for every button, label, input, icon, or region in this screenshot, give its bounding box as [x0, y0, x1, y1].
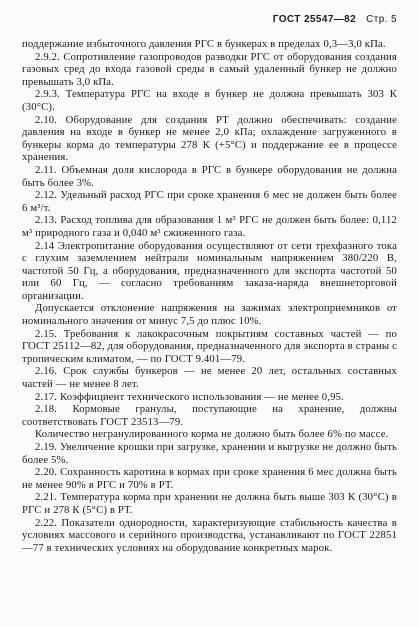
paragraph: 2.13. Расход топлива для образования 1 м³ РГС не должен быть более: 0,112 м³ природного газа и 0,040 м³ сжиженного газа. [22, 214, 397, 239]
paragraph: 2.22. Показатели однородности, характеризующие стабильность качества в условиях массового и серийного производства, устанавливают по ГОСТ 22851—77 в технических условиях на оборудование конкретных марок. [22, 516, 397, 554]
paragraph: 2.10. Оборудование для создания РТ должно обеспечивать: создание давления на входе в бункер не менее 2,0 кПа; охлаждение загруженного в бункеры корма до температуры 278 К (+5°С) и поддержание ее в процессе хранения. [22, 113, 397, 164]
paragraph: 2.15. Требования к лакокрасочным покрытиям составных частей — по ГОСТ 25112—82, для оборудования, предназначенного для экспорта в страны с тропическим климатом, — по ГОСТ 9.401—79. [22, 327, 397, 365]
paragraph: Допускается отклонение напряжения на зажимах электроприемников от номинального значения от минус 7,5 до плюс 10%. [22, 302, 397, 328]
paragraph: 2.21. Температура корма при хранении не должна быть выше 303 К (30°С) в РГС и 278 К (5°С) в РТ. [22, 491, 397, 516]
paragraph: Количество негранулированного корма не должно быть более 6% по массе. [35, 428, 389, 441]
paragraph: 2.11. Объемная доля кислорода в РГС в бункере оборудования не должна быть более 3%. [22, 163, 397, 189]
paragraph: 2.9.2. Сопротивление газопроводов разводки РГС от оборудования создания газовых сред до входа газовой среды в самый удаленный бункер не должно превышать 3,0 кПа. [22, 50, 397, 88]
paragraph: 2.9.3. Температура РГС на входе в бункер не должна превышать 303 К (30°С). [22, 88, 397, 113]
standard-number: ГОСТ 25547—82 [272, 14, 357, 25]
paragraph: 2.20. Сохранность каротина в кормах при сроке хранения 6 мес должна быть не менее 90% в РГС и 70% в РТ. [22, 466, 397, 491]
paragraph: поддержание избыточного давления РГС в бункерах в пределах 0,3—3,0 кПа. [22, 38, 386, 50]
paragraph: 2.19. Увеличение крошки при загрузке, хранении и выгрузке не должно быть более 5%. [22, 441, 397, 466]
paragraph: 2.17. Коэффициент технического использования — не менее 0,95. [35, 390, 344, 403]
page-number: Стр. 5 [366, 14, 397, 25]
document-body [22, 38, 397, 554]
paragraph: 2.18. Кормовые гранулы, поступающие на хранение, должны соответствовать ГОСТ 23513—79. [22, 403, 397, 428]
paragraph: 2.14 Электропитание оборудования осуществляют от сети трехфазного тока с глухим заземлением нейтрали номинальным напряжением 380/220 В, частотой 50 Гц, а оборудования, предназначенного для экспорта частотой 50 или 60 Гц, — согласно требованиям заказа-наряда внешнеторговой организации. [22, 239, 397, 302]
paragraph: 2.12. Удельный расход РГС при сроке хранения 6 мес не должен быть более 6 м³/т. [22, 189, 397, 214]
page-header [273, 14, 397, 25]
paragraph: 2.16. Срок службы бункеров — не менее 20 лет, остальных составных частей — не менее 8 лет. [22, 365, 397, 391]
